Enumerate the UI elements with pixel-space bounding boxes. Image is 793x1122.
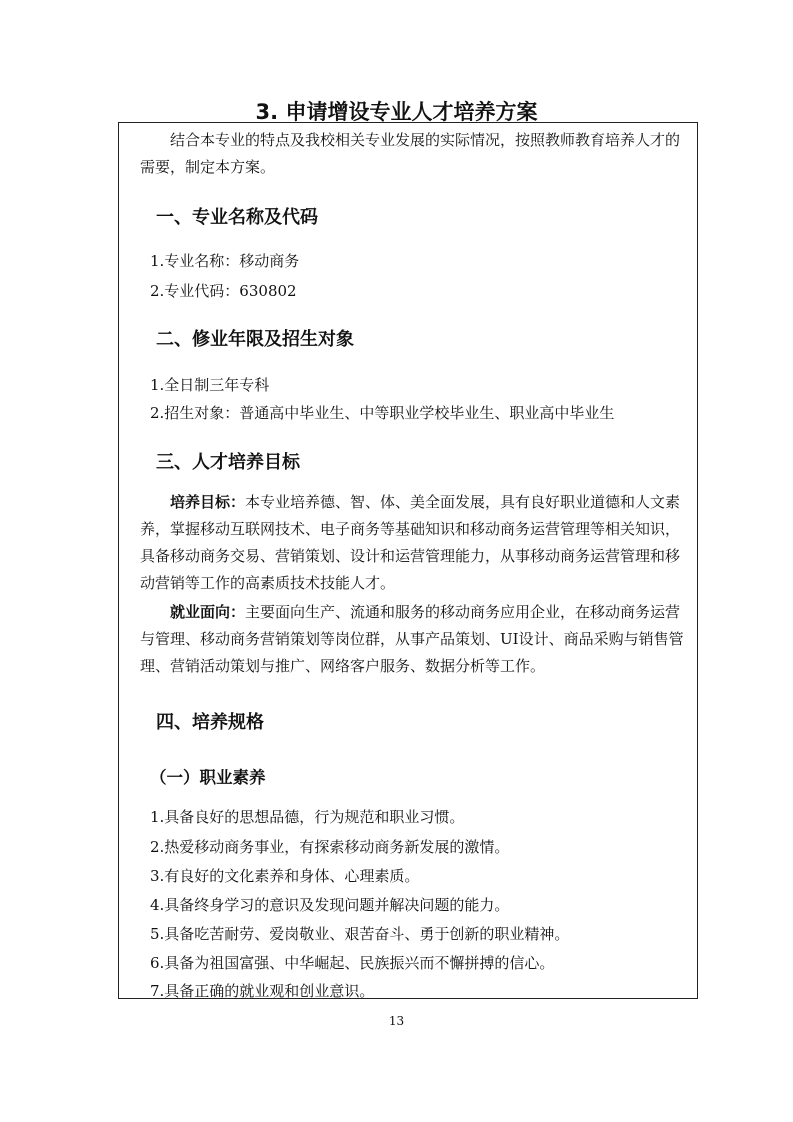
list-item: 7.具备正确的就业观和创业意识。 (150, 982, 375, 1000)
employment-label: 就业面向： (170, 603, 246, 621)
page-number: 13 (388, 1014, 405, 1028)
list-item: 5.具备吃苦耐劳、爱岗敬业、艰苦奋斗、勇于创新的职业精神。 (150, 925, 570, 943)
training-goal-paragraph (140, 489, 692, 597)
section-heading-1: 一、专业名称及代码 (156, 207, 318, 228)
list-item: 1.专业名称：移动商务 (150, 252, 300, 270)
document-title: 3. 申请增设专业人才培养方案 (255, 100, 538, 124)
list-item: 1.全日制三年专科 (150, 376, 270, 394)
employment-text: 主要面向生产、流通和服务的移动商务应用企业，在移动商务运营与管理、移动商务营销策划等岗位群，从事产品策划、UI设计、商品采购与销售管理、营销活动策划与推广、网络客户服务、数据分析等工作。 (140, 603, 684, 675)
list-item: 2.专业代码：630802 (150, 282, 297, 300)
list-item: 2.热爱移动商务事业，有探索移动商务新发展的激情。 (150, 838, 510, 856)
sub-heading: （一）职业素养 (150, 768, 266, 787)
list-item: 3.有良好的文化素养和身体、心理素质。 (150, 867, 420, 885)
list-item: 1.具备良好的思想品德，行为规范和职业习惯。 (150, 808, 465, 826)
section-heading-3: 三、人才培养目标 (156, 452, 300, 473)
intro-paragraph: 结合本专业的特点及我校相关专业发展的实际情况，按照教师教育培养人才的需要，制定本方案。 (140, 131, 681, 176)
list-item: 2.招生对象：普通高中毕业生、中等职业学校毕业生、职业高中毕业生 (150, 404, 615, 422)
section-heading-4: 四、培养规格 (156, 712, 264, 733)
training-goal-text: 本专业培养德、智、体、美全面发展，具有良好职业道德和人文素养，掌握移动互联网技术、电子商务等基础知识和移动商务运营管理等相关知识，具备移动商务交易、营销策划、设计和运营管理能力，从事移动商务运营管理和移动营销等工作的高素质技术技能人才。 (140, 493, 681, 592)
employment-paragraph (140, 599, 692, 680)
list-item: 6.具备为祖国富强、中华崛起、民族振兴而不懈拼搏的信心。 (150, 954, 555, 972)
section-heading-2: 二、修业年限及招生对象 (156, 329, 354, 350)
list-item: 4.具备终身学习的意识及发现问题并解决问题的能力。 (150, 896, 510, 914)
training-goal-label: 培养目标： (170, 493, 246, 511)
